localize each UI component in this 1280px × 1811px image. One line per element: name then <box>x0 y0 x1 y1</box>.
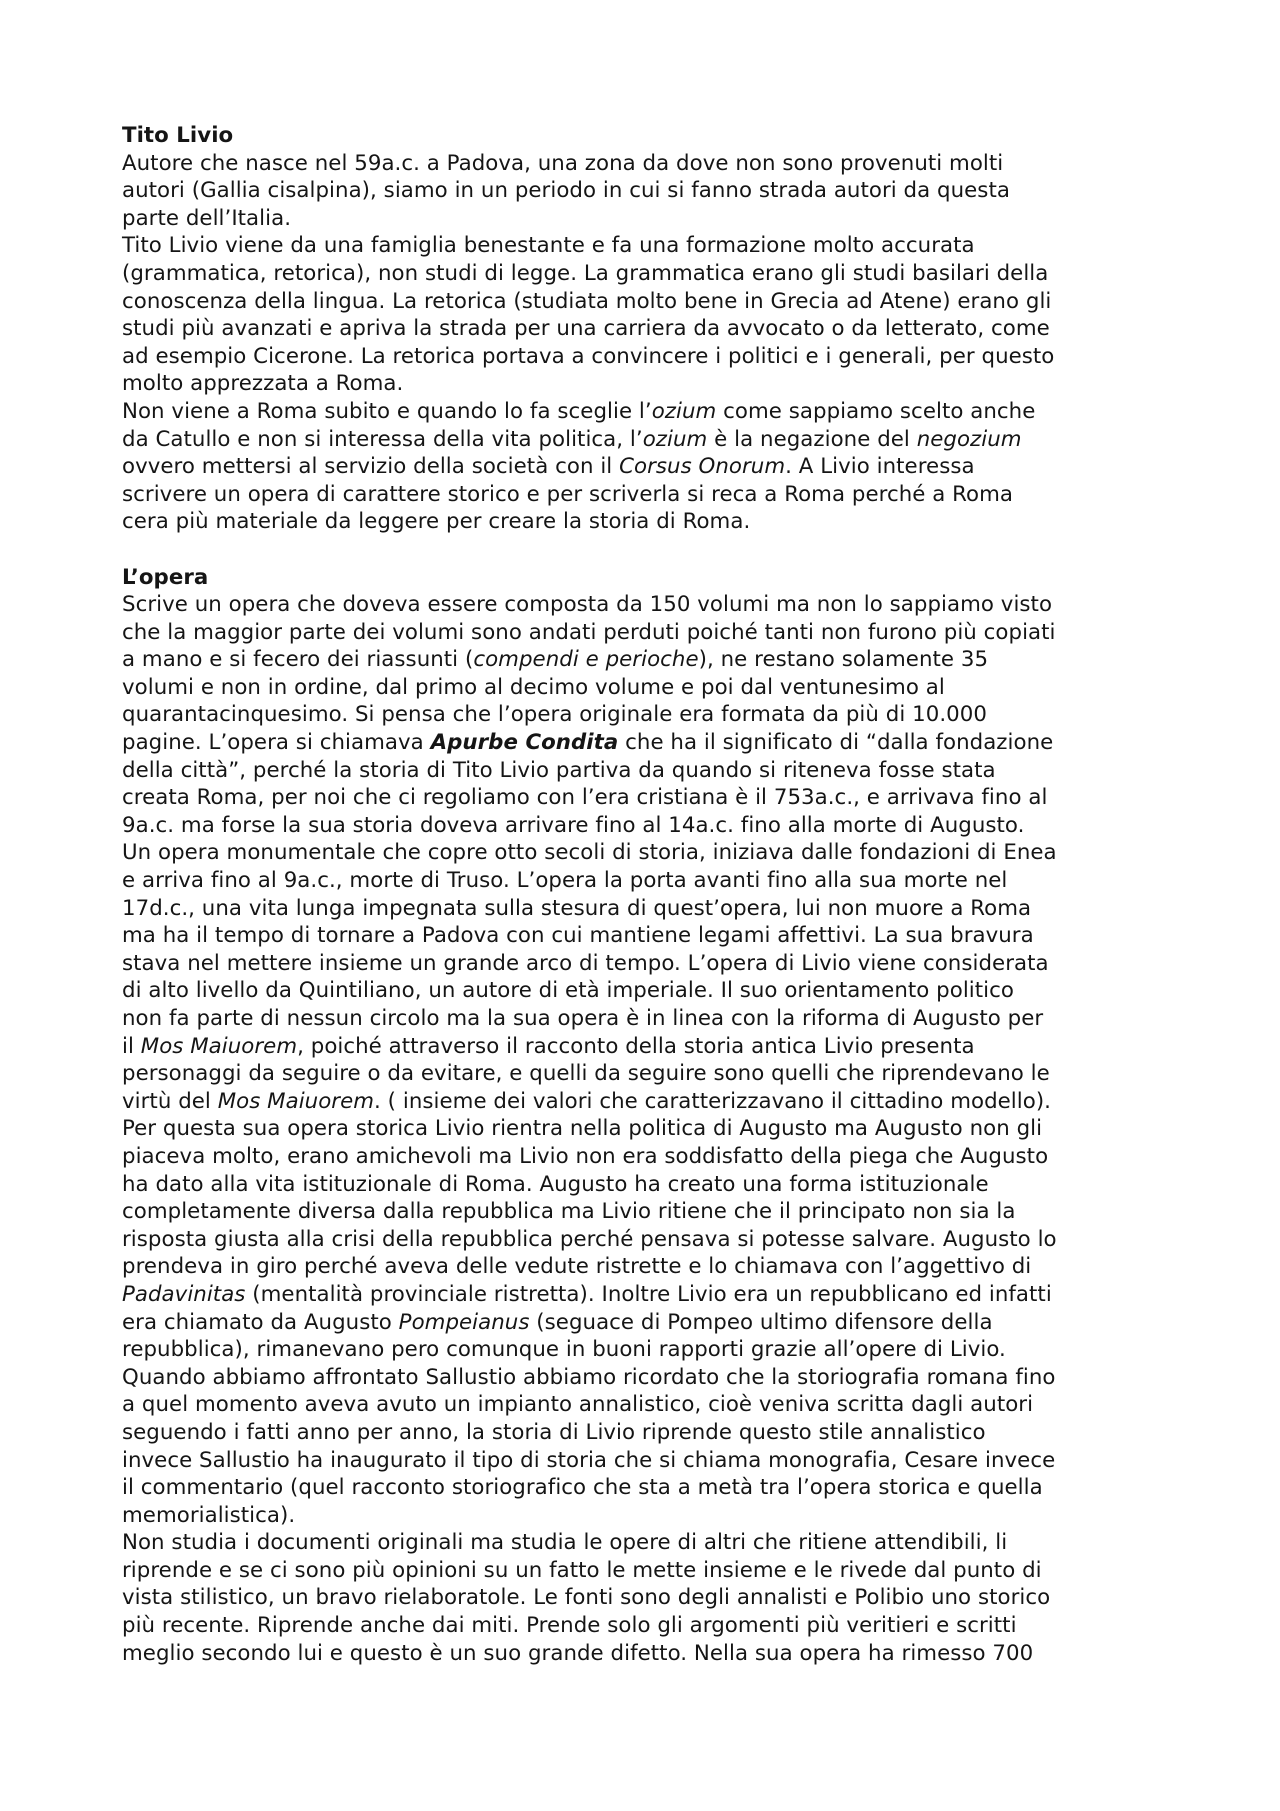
text-run: risposta giusta alla crisi della repubblica perché pensava si potesse salvare. Augusto lo <box>122 1226 1057 1252</box>
document-page <box>122 122 1162 1667</box>
text-run: è la negazione del <box>707 426 917 452</box>
text-line <box>122 260 1162 288</box>
text-run: che la maggior parte dei volumi sono andati perduti poiché tanti non furono più copiati <box>122 619 1056 645</box>
text-line <box>122 1502 1162 1530</box>
paragraph-spacer <box>122 536 1162 564</box>
text-run: Tito Livio viene da una famiglia benestante e fa una formazione molto accurata <box>122 233 975 259</box>
text-run-bold-italic: Apurbe Condita <box>430 730 619 756</box>
text-line <box>122 1336 1162 1364</box>
text-line <box>122 1143 1162 1171</box>
text-line <box>122 895 1162 923</box>
text-run: pagine. L’opera si chiamava <box>122 730 431 756</box>
text-line <box>122 1005 1162 1033</box>
text-run: riprende e se ci sono più opinioni su un fatto le mette insieme e le rivede dal punto di <box>122 1557 1042 1583</box>
text-run: prendeva in giro perché aveva delle vedute ristrette e lo chiamava con l’aggettivo di <box>122 1254 1032 1280</box>
text-line <box>122 453 1162 481</box>
text-run: invece Sallustio ha inaugurato il tipo di storia che si chiama monografia, Cesare invece <box>122 1447 1056 1473</box>
text-run: autori (Gallia cisalpina), siamo in un periodo in cui si fanno strada autori da questa <box>122 178 1010 204</box>
text-run: come sappiamo scelto anche <box>716 398 1036 424</box>
text-run-italic: Corsus Onorum <box>619 454 786 480</box>
text-run-italic: Mos Maiuorem <box>217 1088 375 1114</box>
text-line <box>122 619 1162 647</box>
text-line <box>122 1529 1162 1557</box>
text-run: ha dato alla vita istituzionale di Roma. Augusto ha creato una forma istituzionale <box>122 1171 989 1197</box>
text-run: scrivere un opera di carattere storico e per scriverla si reca a Roma perché a Roma <box>122 481 1014 507</box>
text-line <box>122 1033 1162 1061</box>
text-run: (seguace di Pompeo ultimo difensore della <box>529 1309 993 1335</box>
text-line <box>122 1060 1162 1088</box>
text-run: da Catullo e non si interessa della vita politica, l’ <box>122 426 643 452</box>
text-line <box>122 1419 1162 1447</box>
text-run: quarantacinquesimo. Si pensa che l’opera originale era formata da più di 10.000 <box>122 702 987 728</box>
text-run: (mentalità provinciale ristretta). Inoltre Livio era un repubblicano ed infatti <box>245 1281 1052 1307</box>
text-run: non fa parte di nessun circolo ma la sua opera è in linea con la riforma di Augusto per <box>122 1006 1044 1031</box>
text-line <box>122 398 1162 426</box>
text-line <box>122 1115 1162 1143</box>
text-run: ), ne restano solamente 35 <box>698 647 989 673</box>
section-title-tito-livio: Tito Livio <box>122 123 234 148</box>
text-line <box>122 205 1162 233</box>
text-run: ma ha il tempo di tornare a Padova con cui mantiene legami affettivi. La sua bravura <box>122 923 1034 949</box>
text-run: personaggi da seguire o da evitare, e quelli da seguire sono quelli che riprendevano le <box>122 1061 1050 1087</box>
text-line <box>122 481 1162 509</box>
text-run: . A Livio interessa <box>785 454 975 480</box>
text-run: il commentario (quel racconto storiografico che sta a metà tra l’opera storica e quella <box>122 1475 1043 1501</box>
text-line <box>122 370 1162 398</box>
text-run-italic: Pompeianus <box>398 1309 530 1335</box>
section-body-opera <box>122 591 1162 1667</box>
text-line <box>122 315 1162 343</box>
text-run: ad esempio Cicerone. La retorica portava a convincere i politici e i generali, per questo <box>122 343 1055 369</box>
text-line <box>122 646 1162 674</box>
text-run: virtù del <box>122 1088 218 1114</box>
text-line <box>122 177 1162 205</box>
section-body-tito-livio <box>122 150 1162 536</box>
text-run: e arriva fino al 9a.c., morte di Truso. L’opera la porta avanti fino alla sua morte nel <box>122 868 1008 894</box>
text-run: cera più materiale da leggere per creare la storia di Roma. <box>122 509 751 535</box>
text-line <box>122 1364 1162 1392</box>
text-run: Non viene a Roma subito e quando lo fa sceglie l’ <box>122 398 652 424</box>
text-run: seguendo i fatti anno per anno, la storia di Livio riprende questo stile annalistico <box>122 1419 986 1445</box>
text-run: il <box>122 1033 141 1059</box>
text-run-italic: Mos Maiuorem <box>140 1033 298 1059</box>
text-run: conoscenza della lingua. La retorica (studiata molto bene in Grecia ad Atene) erano gli <box>122 288 1052 314</box>
text-run: Non studia i documenti originali ma studia le opere di altri che ritiene attendibili, li <box>122 1530 1008 1556</box>
text-run: molto apprezzata a Roma. <box>122 371 404 397</box>
text-line <box>122 288 1162 316</box>
text-run-italic: ozium <box>642 426 708 452</box>
text-line <box>122 1584 1162 1612</box>
text-line <box>122 1557 1162 1585</box>
text-line <box>122 591 1162 619</box>
text-run: meglio secondo lui e questo è un suo grande difetto. Nella sua opera ha rimesso 700 <box>122 1640 1034 1666</box>
text-run: completamente diversa dalla repubblica ma Livio ritiene che il principato non sia la <box>122 1199 1016 1225</box>
text-line <box>122 426 1162 454</box>
text-line <box>122 867 1162 895</box>
text-line <box>122 150 1162 178</box>
text-run: più recente. Riprende anche dai miti. Prende solo gli argomenti più veritieri e scritti <box>122 1613 1017 1639</box>
text-line <box>122 232 1162 260</box>
text-line <box>122 1281 1162 1309</box>
text-line <box>122 1198 1162 1226</box>
text-line <box>122 1253 1162 1281</box>
text-run: Quando abbiamo affrontato Sallustio abbiamo ricordato che la storiografia romana fino <box>122 1364 1056 1390</box>
text-run: 17d.c., una vita lunga impegnata sulla stesura di quest’opera, lui non muore a Roma <box>122 895 1032 921</box>
text-run: ovvero mettersi al servizio della società con il <box>122 454 620 480</box>
text-line <box>122 950 1162 978</box>
text-line <box>122 1447 1162 1475</box>
text-run: parte dell’Italia. <box>122 205 292 231</box>
text-line <box>122 922 1162 950</box>
text-run: stava nel mettere insieme un grande arco di tempo. L’opera di Livio viene considerata <box>122 950 1049 976</box>
text-run: Autore che nasce nel 59a.c. a Padova, una zona da dove non sono provenuti molti <box>122 150 1004 176</box>
text-run: . ( insieme dei valori che caratterizzavano il cittadino modello). <box>374 1088 1051 1114</box>
text-run: studi più avanzati e apriva la strada per una carriera da avvocato o da letterato, come <box>122 316 1050 342</box>
text-line <box>122 1309 1162 1337</box>
text-line <box>122 839 1162 867</box>
text-run: , poiché attraverso il racconto della storia antica Livio presenta <box>297 1033 975 1059</box>
text-run: era chiamato da Augusto <box>122 1309 399 1335</box>
text-run: piaceva molto, erano amichevoli ma Livio non era soddisfatto della piega che Augusto <box>122 1143 1049 1169</box>
text-run-bold <box>431 730 619 755</box>
text-run: (grammatica, retorica), non studi di legge. La grammatica erano gli studi basilari della <box>122 260 1049 286</box>
text-run: repubblica), rimanevano pero comunque in buoni rapporti grazie all’opere di Livio. <box>122 1337 1006 1363</box>
text-line <box>122 674 1162 702</box>
text-line <box>122 729 1162 757</box>
text-line <box>122 977 1162 1005</box>
text-line <box>122 1171 1162 1199</box>
text-run: memorialistica). <box>122 1502 296 1528</box>
text-run: a mano e si fecero dei riassunti ( <box>122 647 474 673</box>
text-run: Per questa sua opera storica Livio rientra nella politica di Augusto ma Augusto non gli <box>122 1116 1043 1142</box>
text-line <box>122 701 1162 729</box>
text-run-italic: ozium <box>651 398 717 424</box>
text-line <box>122 508 1162 536</box>
text-run: vista stilistico, un bravo rielaboratole. Le fonti sono degli annalisti e Polibio uno storico <box>122 1585 1051 1611</box>
text-run-italic: compendi e perioche <box>473 647 699 673</box>
text-run: Scrive un opera che doveva essere composta da 150 volumi ma non lo sappiamo visto <box>122 592 1053 618</box>
text-line <box>122 1391 1162 1419</box>
text-run-italic: Padavinitas <box>122 1281 246 1307</box>
text-run: creata Roma, per noi che ci regoliamo con l’era cristiana è il 753a.c., e arrivava fino al <box>122 785 1048 811</box>
text-run: volumi e non in ordine, dal primo al decimo volume e poi dal ventunesimo al <box>122 674 945 700</box>
text-run-italic: negozium <box>916 426 1022 452</box>
text-run: a quel momento aveva avuto un impianto annalistico, cioè veniva scritta dagli autori <box>122 1392 1034 1418</box>
text-line <box>122 1474 1162 1502</box>
text-run: di alto livello da Quintiliano, un autore di età imperiale. Il suo orientamento politico <box>122 978 1014 1004</box>
text-line <box>122 343 1162 371</box>
text-run: Un opera monumentale che copre otto secoli di storia, iniziava dalle fondazioni di Enea <box>122 840 1057 866</box>
text-run: della città”, perché la storia di Tito Livio partiva da quando si riteneva fosse stata <box>122 757 996 783</box>
text-run: che ha il significato di “dalla fondazione <box>618 730 1054 756</box>
section-title-opera: L’opera <box>122 564 209 590</box>
text-line <box>122 1226 1162 1254</box>
text-line <box>122 1612 1162 1640</box>
text-line <box>122 1640 1162 1668</box>
text-line <box>122 1088 1162 1116</box>
text-line <box>122 784 1162 812</box>
text-line <box>122 757 1162 785</box>
text-run: 9a.c. ma forse la sua storia doveva arrivare fino al 14a.c. fino alla morte di Augusto. <box>122 812 1025 838</box>
text-line <box>122 812 1162 840</box>
